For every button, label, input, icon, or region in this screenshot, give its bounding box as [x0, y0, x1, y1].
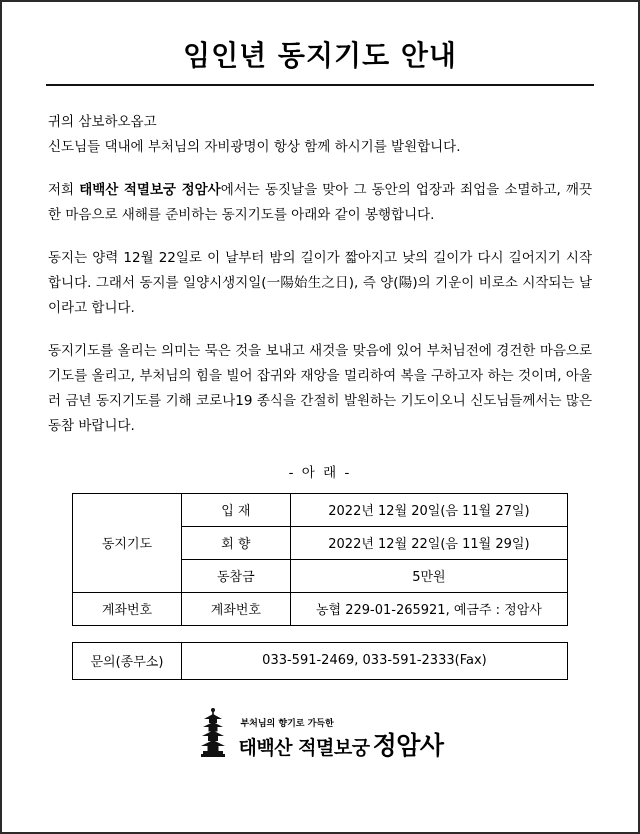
greeting-line-1: 귀의 삼보하오옵고	[48, 114, 157, 130]
schedule-value-0: 2022년 12월 20일(음 11월 27일)	[290, 493, 567, 526]
table-row-contact	[73, 642, 568, 679]
contact-value: 033-591-2469, 033-591-2333(Fax)	[181, 642, 567, 679]
footer-tagline: 부처님의 향기로 가득한	[240, 719, 334, 730]
footer-title-b: 정암사	[372, 731, 444, 761]
intro-text-after: 에서는 동짓날을 맞아 그 동안의 업장과 죄업을 소멸하고, 깨끗한 마음으로 새해를 준비하는 동지기도를 아래와 같이 봉행합니다.	[48, 181, 593, 223]
schedule-sub-2: 동참금	[181, 559, 290, 592]
contact-table-wrap	[32, 642, 608, 680]
schedule-value-2: 5만원	[290, 559, 567, 592]
footer-logo	[32, 706, 608, 760]
page-title: 임인년 동지기도 안내	[183, 39, 457, 72]
contact-label: 문의(종무소)	[73, 642, 182, 679]
account-value: 농협 229-01-265921, 예금주 : 정암사	[290, 592, 567, 625]
schedule-sub-0: 입 재	[181, 493, 290, 526]
title-divider	[46, 84, 594, 86]
document-body	[32, 110, 608, 439]
footer-text	[238, 720, 443, 759]
account-label: 계좌번호	[73, 592, 182, 625]
below-label: - 아 래 -	[288, 464, 352, 481]
pagoda-icon	[196, 706, 230, 760]
schedule-table	[72, 493, 568, 626]
intro-text-before: 저희	[48, 181, 80, 198]
contact-table	[72, 642, 568, 680]
paragraph-explain: 동지는 양력 12월 22일로 이 날부터 밤의 길이가 짧아지고 낮의 길이가 다시 길어지기 시작합니다. 그래서 동지를 일양시생지일(一陽始生之日), 즉 양(陽)의 기운이 비로소 시작되는 날이라고 합니다.	[48, 249, 592, 316]
greeting-line-2: 신도님들 댁내에 부처님의 자비광명이 항상 함께 하시기를 발원합니다.	[48, 138, 461, 155]
footer-title	[238, 732, 443, 760]
schedule-table-wrap	[32, 493, 608, 626]
account-sub: 계좌번호	[181, 592, 290, 625]
paragraph-intro	[48, 178, 592, 228]
paragraph-meaning: 동지기도를 올리는 의미는 묵은 것을 보내고 새것을 맞음에 있어 부처님전에 경건한 마음으로 기도를 올리고, 부처님의 힘을 빌어 잡귀와 재앙을 멀리하여 복을 구하고자 하는 것이며, 아울러 금년 동지기도를 기해 코로나19 종식을 간절히 발원하는 기도이오니 신도님들께서는 많은 동참 바랍니다.	[48, 342, 592, 434]
schedule-value-1: 2022년 12월 22일(음 11월 29일)	[290, 526, 567, 559]
schedule-sub-1: 회 향	[181, 526, 290, 559]
paragraph-greeting	[48, 110, 592, 160]
footer-title-a: 태백산 적멸보궁	[238, 737, 370, 760]
table-row-account	[73, 592, 568, 625]
schedule-row-label: 동지기도	[73, 493, 182, 592]
temple-name: 태백산 적멸보궁 정암사	[79, 181, 221, 198]
table-row	[73, 493, 568, 526]
